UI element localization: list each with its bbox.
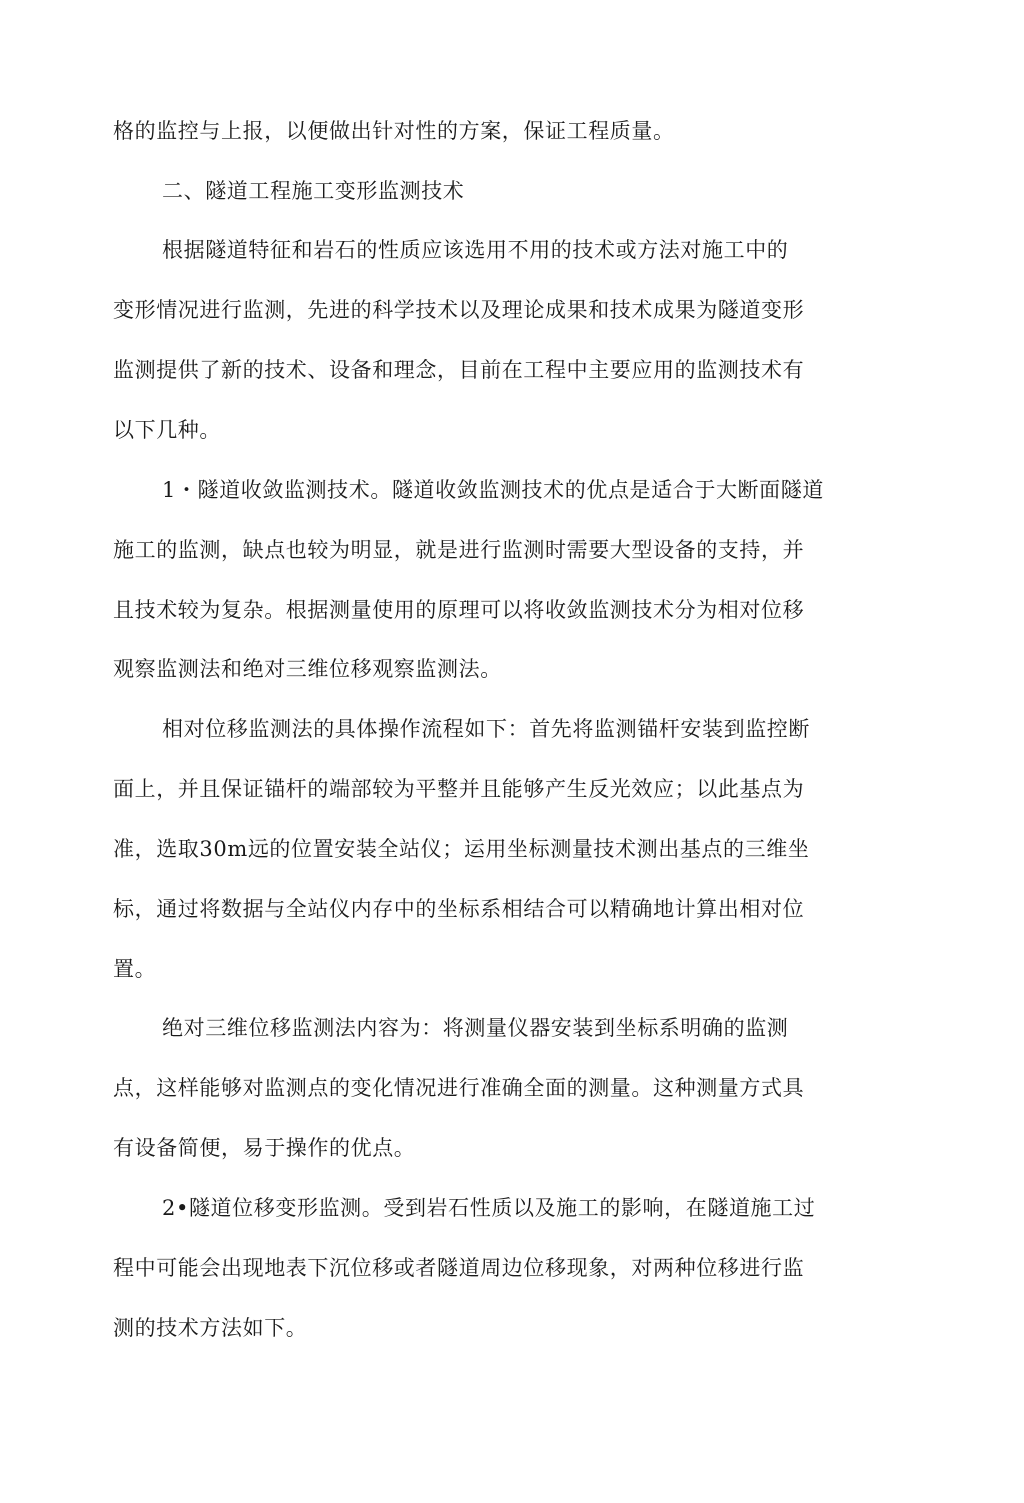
text-line: 有设备简便，易于操作的优点。 [113, 1136, 416, 1160]
text-line: 测的技术方法如下。 [113, 1316, 308, 1340]
text-line: 标，通过将数据与全站仪内存中的坐标系相结合可以精确地计算出相对位 [113, 897, 805, 921]
text-line: 准，选取30m远的位置安装全站仪；运用坐标测量技术测出基点的三维坐 [113, 837, 810, 861]
text-line: 监测提供了新的技术、设备和理念，目前在工程中主要应用的监测技术有 [113, 358, 805, 382]
text-line: 且技术较为复杂。根据测量使用的原理可以将收敛监测技术分为相对位移 [113, 598, 805, 622]
text-line: 变形情况进行监测，先进的科学技术以及理论成果和技术成果为隧道变形 [113, 298, 805, 322]
text-line: 点，这样能够对监测点的变化情况进行准确全面的测量。这种测量方式具 [113, 1076, 805, 1100]
text-line: 1・隧道收敛监测技术。隧道收敛监测技术的优点是适合于大断面隧道 [162, 478, 824, 502]
text-line: 观察监测法和绝对三维位移观察监测法。 [113, 657, 502, 681]
text-line: 置。 [113, 957, 157, 981]
section-heading: 二、隧道工程施工变形监测技术 [162, 179, 465, 203]
text-line: 施工的监测，缺点也较为明显，就是进行监测时需要大型设备的支持，并 [113, 538, 805, 562]
text-line: 格的监控与上报，以便做出针对性的方案，保证工程质量。 [113, 119, 675, 143]
text-line: 面上，并且保证锚杆的端部较为平整并且能够产生反光效应；以此基点为 [113, 777, 805, 801]
text-line: 程中可能会出现地表下沉位移或者隧道周边位移现象，对两种位移进行监 [113, 1256, 805, 1280]
text-line: 2•隧道位移变形监测。受到岩石性质以及施工的影响，在隧道施工过 [162, 1196, 816, 1220]
text-line: 根据隧道特征和岩石的性质应该选用不用的技术或方法对施工中的 [162, 238, 789, 262]
text-line: 相对位移监测法的具体操作流程如下：首先将监测锚杆安装到监控断 [162, 717, 810, 741]
text-line: 以下几种。 [113, 418, 221, 442]
text-line: 绝对三维位移监测法内容为：将测量仪器安装到坐标系明确的监测 [162, 1016, 789, 1040]
